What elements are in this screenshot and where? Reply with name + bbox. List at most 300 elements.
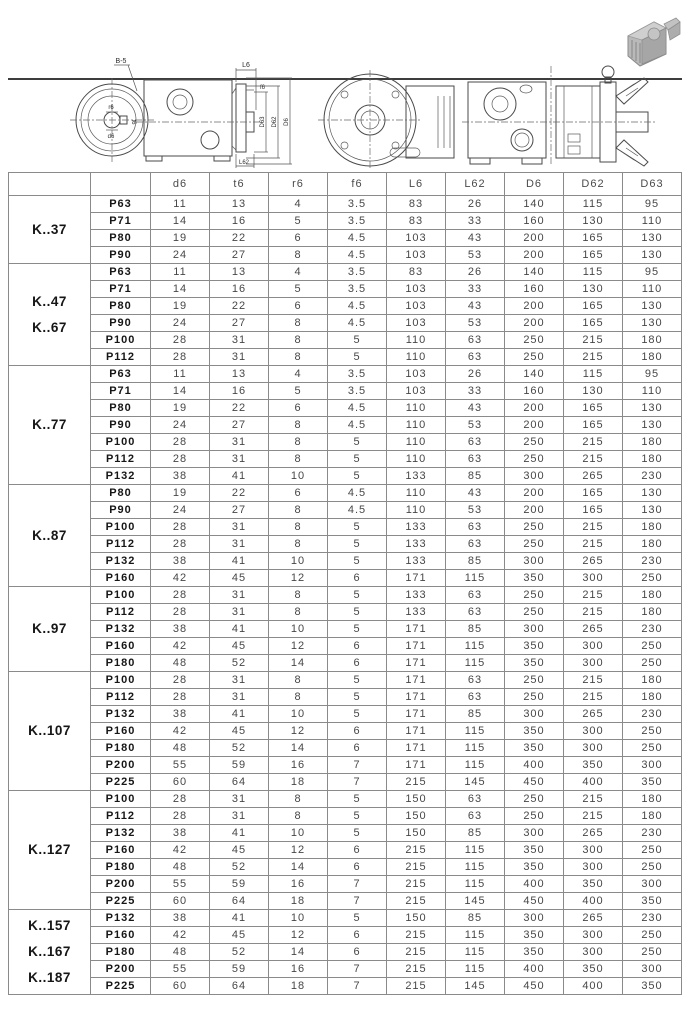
dimension-value-cell: 300 (564, 944, 623, 961)
dimension-value-cell: 250 (623, 842, 682, 859)
dimension-value-cell: 5 (269, 383, 328, 400)
dimension-value-cell: 5 (328, 672, 387, 689)
dimension-value-cell: 3.5 (328, 281, 387, 298)
dimension-value-cell: 6 (328, 570, 387, 587)
dimension-value-cell: 230 (623, 468, 682, 485)
dimension-value-cell: 63 (446, 672, 505, 689)
dimension-value-cell: 133 (387, 519, 446, 536)
dimension-value-cell: 8 (269, 247, 328, 264)
dimension-value-cell: 5 (328, 451, 387, 468)
dimension-value-cell: 300 (564, 655, 623, 672)
dimension-value-cell: 4.5 (328, 417, 387, 434)
dimension-value-cell: 19 (151, 298, 210, 315)
dimension-value-cell: 171 (387, 706, 446, 723)
table-row (9, 400, 682, 417)
dimension-value-cell: 165 (564, 230, 623, 247)
dimension-value-cell: 14 (151, 281, 210, 298)
dimension-value-cell: 180 (623, 519, 682, 536)
flange-callout-label: B-5 (115, 58, 127, 65)
dimension-value-cell: 130 (564, 281, 623, 298)
dimension-value-cell: 130 (623, 502, 682, 519)
dimension-value-cell: 200 (505, 315, 564, 332)
table-row (9, 281, 682, 298)
dimension-value-cell: 180 (623, 808, 682, 825)
dimension-value-cell: 400 (564, 978, 623, 995)
dimension-value-cell: 64 (210, 978, 269, 995)
dimension-value-cell: 171 (387, 689, 446, 706)
dimension-value-cell: 55 (151, 757, 210, 774)
column-header: L6 (387, 173, 446, 196)
dimension-value-cell: 16 (269, 961, 328, 978)
motor-size-cell: P200 (91, 961, 151, 978)
dimension-value-cell: 22 (210, 400, 269, 417)
motor-size-cell: P160 (91, 927, 151, 944)
dimension-value-cell: 103 (387, 366, 446, 383)
dimension-value-cell: 150 (387, 808, 446, 825)
table-row (9, 876, 682, 893)
table-row (9, 230, 682, 247)
dimension-value-cell: 33 (446, 383, 505, 400)
dimension-value-cell: 265 (564, 468, 623, 485)
dimension-value-cell: 215 (387, 774, 446, 791)
table-row (9, 451, 682, 468)
dimension-value-cell: 85 (446, 553, 505, 570)
dimension-value-cell: 10 (269, 621, 328, 638)
dimension-value-cell: 200 (505, 298, 564, 315)
table-row (9, 672, 682, 689)
dimension-value-cell: 165 (564, 247, 623, 264)
dimension-value-cell: 95 (623, 196, 682, 213)
dimension-value-cell: 16 (269, 757, 328, 774)
dimension-value-cell: 63 (446, 808, 505, 825)
dimension-value-cell: 200 (505, 247, 564, 264)
motor-size-cell: P112 (91, 808, 151, 825)
dimension-value-cell: 52 (210, 944, 269, 961)
dimension-value-cell: 115 (446, 757, 505, 774)
series-group-label: K..77 (32, 417, 67, 432)
series-group-cell (9, 196, 91, 264)
motor-size-cell: P180 (91, 740, 151, 757)
dimension-value-cell: 230 (623, 553, 682, 570)
dimension-value-cell: 300 (505, 825, 564, 842)
dimension-value-cell: 110 (623, 213, 682, 230)
series-group-label: K..67 (32, 319, 67, 335)
series-group-label: K..107 (28, 723, 71, 738)
dimension-value-cell: 6 (328, 740, 387, 757)
dimension-value-cell: 8 (269, 791, 328, 808)
table-row (9, 723, 682, 740)
dimension-value-cell: 160 (505, 213, 564, 230)
dimension-value-cell: 6 (269, 298, 328, 315)
dimension-value-cell: 83 (387, 213, 446, 230)
table-row (9, 264, 682, 281)
dimension-value-cell: 5 (269, 213, 328, 230)
series-group-label: K..127 (28, 842, 71, 857)
dimension-value-cell: 19 (151, 230, 210, 247)
dimension-value-cell: 300 (564, 723, 623, 740)
motor-size-cell: P132 (91, 910, 151, 927)
dimension-value-cell: 8 (269, 808, 328, 825)
dimension-value-cell: 300 (505, 621, 564, 638)
dimension-value-cell: 130 (623, 247, 682, 264)
dim-label-t6: t6 (130, 119, 136, 125)
dimension-value-cell: 350 (505, 859, 564, 876)
dimension-value-cell: 180 (623, 536, 682, 553)
dimension-value-cell: 3.5 (328, 196, 387, 213)
motor-size-cell: P132 (91, 621, 151, 638)
dimension-value-cell: 265 (564, 910, 623, 927)
dimension-table (8, 172, 682, 995)
dimension-value-cell: 41 (210, 910, 269, 927)
dimension-value-cell: 350 (623, 978, 682, 995)
dimension-value-cell: 215 (564, 536, 623, 553)
dimension-value-cell: 4 (269, 264, 328, 281)
dimension-value-cell: 230 (623, 621, 682, 638)
dimension-value-cell: 5 (328, 706, 387, 723)
dimension-value-cell: 45 (210, 842, 269, 859)
dimension-value-cell: 42 (151, 927, 210, 944)
dimension-value-cell: 31 (210, 672, 269, 689)
dimension-value-cell: 16 (269, 876, 328, 893)
dimension-value-cell: 250 (505, 672, 564, 689)
dimension-value-cell: 14 (151, 213, 210, 230)
dimension-value-cell: 8 (269, 604, 328, 621)
dimension-value-cell: 26 (446, 264, 505, 281)
dimension-value-cell: 300 (623, 757, 682, 774)
dimension-value-cell: 83 (387, 264, 446, 281)
dimension-value-cell: 171 (387, 757, 446, 774)
dimension-value-cell: 115 (446, 570, 505, 587)
dimension-value-cell: 115 (446, 740, 505, 757)
dimension-value-cell: 230 (623, 706, 682, 723)
dimension-value-cell: 63 (446, 536, 505, 553)
dimension-value-cell: 3.5 (328, 366, 387, 383)
dimension-value-cell: 59 (210, 961, 269, 978)
dimension-value-cell: 171 (387, 655, 446, 672)
motor-size-cell: P80 (91, 230, 151, 247)
table-row (9, 519, 682, 536)
dimension-value-cell: 31 (210, 519, 269, 536)
dimension-value-cell: 215 (564, 519, 623, 536)
dimension-value-cell: 165 (564, 485, 623, 502)
dimension-value-cell: 24 (151, 315, 210, 332)
table-row (9, 808, 682, 825)
dimension-value-cell: 130 (564, 213, 623, 230)
dimension-value-cell: 5 (328, 910, 387, 927)
dimension-value-cell: 12 (269, 723, 328, 740)
dimension-value-cell: 5 (328, 553, 387, 570)
dimension-value-cell: 110 (387, 451, 446, 468)
motor-size-cell: P63 (91, 196, 151, 213)
dimension-value-cell: 133 (387, 587, 446, 604)
table-row (9, 774, 682, 791)
dimension-value-cell: 27 (210, 247, 269, 264)
dimension-value-cell: 63 (446, 791, 505, 808)
dimension-value-cell: 103 (387, 383, 446, 400)
column-header: D6 (505, 173, 564, 196)
dimension-value-cell: 28 (151, 519, 210, 536)
dimension-value-cell: 7 (328, 876, 387, 893)
dimension-value-cell: 3.5 (328, 213, 387, 230)
dimension-value-cell: 45 (210, 723, 269, 740)
dimension-value-cell: 215 (564, 349, 623, 366)
series-group-cell (9, 587, 91, 672)
dimension-value-cell: 28 (151, 349, 210, 366)
motor-size-cell: P112 (91, 604, 151, 621)
dimension-value-cell: 28 (151, 672, 210, 689)
motor-size-cell: P180 (91, 944, 151, 961)
motor-size-cell: P71 (91, 281, 151, 298)
dimension-value-cell: 85 (446, 825, 505, 842)
dimension-value-cell: 4.5 (328, 230, 387, 247)
dimension-value-cell: 250 (505, 451, 564, 468)
dimension-value-cell: 7 (328, 961, 387, 978)
table-row (9, 621, 682, 638)
dimension-value-cell: 110 (623, 281, 682, 298)
dimension-value-cell: 130 (564, 383, 623, 400)
series-group-cell (9, 672, 91, 791)
dimension-value-cell: 11 (151, 366, 210, 383)
table-row (9, 825, 682, 842)
dimension-value-cell: 400 (564, 893, 623, 910)
dimension-value-cell: 18 (269, 893, 328, 910)
dimension-value-cell: 215 (387, 842, 446, 859)
dimension-value-cell: 5 (328, 349, 387, 366)
dimension-value-cell: 250 (623, 944, 682, 961)
dimension-value-cell: 7 (328, 774, 387, 791)
dimension-value-cell: 12 (269, 927, 328, 944)
dimension-value-cell: 160 (505, 383, 564, 400)
motor-size-cell: P132 (91, 553, 151, 570)
dimension-value-cell: 14 (269, 859, 328, 876)
dimension-value-cell: 165 (564, 315, 623, 332)
series-group-label: K..167 (28, 944, 71, 959)
dimension-value-cell: 215 (387, 927, 446, 944)
dimension-value-cell: 42 (151, 723, 210, 740)
dimension-value-cell: 130 (623, 230, 682, 247)
dimension-value-cell: 13 (210, 196, 269, 213)
dimension-value-cell: 43 (446, 400, 505, 417)
dimension-value-cell: 171 (387, 570, 446, 587)
dimension-value-cell: 95 (623, 264, 682, 281)
dimension-value-cell: 215 (564, 604, 623, 621)
dimension-value-cell: 180 (623, 349, 682, 366)
dimension-value-cell: 85 (446, 621, 505, 638)
dimension-value-cell: 350 (564, 757, 623, 774)
dimension-value-cell: 4 (269, 366, 328, 383)
table-row (9, 927, 682, 944)
dimension-value-cell: 103 (387, 298, 446, 315)
dimension-value-cell: 22 (210, 485, 269, 502)
dimension-value-cell: 110 (387, 417, 446, 434)
dimension-value-cell: 12 (269, 842, 328, 859)
dimension-value-cell: 215 (387, 893, 446, 910)
dimension-value-cell: 7 (328, 893, 387, 910)
dimension-value-cell: 55 (151, 961, 210, 978)
motor-size-cell: P90 (91, 502, 151, 519)
motor-size-cell: P225 (91, 978, 151, 995)
dimension-value-cell: 18 (269, 774, 328, 791)
table-row (9, 570, 682, 587)
dimension-value-cell: 250 (505, 587, 564, 604)
motor-size-cell: P112 (91, 536, 151, 553)
column-header (9, 173, 91, 196)
dimension-value-cell: 52 (210, 655, 269, 672)
dimension-value-cell: 38 (151, 910, 210, 927)
dimension-value-cell: 12 (269, 638, 328, 655)
table-row (9, 485, 682, 502)
dimension-value-cell: 28 (151, 536, 210, 553)
dimension-value-cell: 350 (623, 893, 682, 910)
dimension-value-cell: 55 (151, 876, 210, 893)
dimension-value-cell: 110 (387, 332, 446, 349)
dimension-value-cell: 230 (623, 910, 682, 927)
dimension-value-cell: 8 (269, 672, 328, 689)
dimension-value-cell: 4.5 (328, 247, 387, 264)
dimension-value-cell: 145 (446, 978, 505, 995)
column-header: t6 (210, 173, 269, 196)
dimension-value-cell: 265 (564, 706, 623, 723)
dimension-value-cell: 8 (269, 349, 328, 366)
dimension-value-cell: 180 (623, 672, 682, 689)
dimension-value-cell: 28 (151, 808, 210, 825)
motor-size-cell: P112 (91, 349, 151, 366)
table-row (9, 247, 682, 264)
table-row (9, 434, 682, 451)
dimension-value-cell: 450 (505, 978, 564, 995)
dimension-value-cell: 133 (387, 468, 446, 485)
dimension-value-cell: 400 (505, 961, 564, 978)
dimension-value-cell: 110 (387, 434, 446, 451)
front-flange-view-drawing (318, 70, 454, 168)
motor-size-cell: P90 (91, 417, 151, 434)
motor-size-cell: P63 (91, 366, 151, 383)
dimension-value-cell: 22 (210, 230, 269, 247)
column-header: L62 (446, 173, 505, 196)
series-group-label: K..187 (28, 970, 71, 985)
dimension-value-cell: 115 (564, 366, 623, 383)
dimension-value-cell: 215 (564, 791, 623, 808)
dimension-value-cell: 103 (387, 315, 446, 332)
dimension-value-cell: 350 (623, 774, 682, 791)
dimension-value-cell: 450 (505, 774, 564, 791)
dimension-value-cell: 350 (505, 723, 564, 740)
dimension-value-cell: 145 (446, 893, 505, 910)
dimension-value-cell: 133 (387, 553, 446, 570)
dimension-value-cell: 103 (387, 281, 446, 298)
dimension-value-cell: 85 (446, 910, 505, 927)
table-row (9, 842, 682, 859)
motor-size-cell: P80 (91, 400, 151, 417)
dimension-value-cell: 215 (564, 672, 623, 689)
dimension-value-cell: 10 (269, 468, 328, 485)
table-row (9, 468, 682, 485)
dimension-value-cell: 350 (505, 927, 564, 944)
dimension-value-cell: 115 (446, 638, 505, 655)
column-header (91, 173, 151, 196)
dimension-value-cell: 52 (210, 740, 269, 757)
dimension-value-cell: 350 (505, 944, 564, 961)
dimension-value-cell: 110 (623, 383, 682, 400)
dimension-value-cell: 300 (505, 910, 564, 927)
dimension-value-cell: 13 (210, 264, 269, 281)
dimension-value-cell: 4.5 (328, 315, 387, 332)
dimension-value-cell: 63 (446, 604, 505, 621)
dimension-value-cell: 180 (623, 434, 682, 451)
dimension-value-cell: 31 (210, 434, 269, 451)
dimension-value-cell: 133 (387, 536, 446, 553)
dimension-value-cell: 171 (387, 723, 446, 740)
dimension-value-cell: 26 (446, 196, 505, 213)
dimension-value-cell: 4.5 (328, 400, 387, 417)
dimension-value-cell: 165 (564, 417, 623, 434)
dimension-value-cell: 5 (269, 281, 328, 298)
dimension-value-cell: 31 (210, 451, 269, 468)
dimension-value-cell: 45 (210, 638, 269, 655)
motor-size-cell: P100 (91, 434, 151, 451)
dimension-value-cell: 38 (151, 468, 210, 485)
dimension-value-cell: 5 (328, 689, 387, 706)
dimension-value-cell: 6 (328, 723, 387, 740)
table-row (9, 757, 682, 774)
dimension-value-cell: 8 (269, 689, 328, 706)
table-body (9, 196, 682, 995)
dimension-value-cell: 300 (564, 570, 623, 587)
dim-label-d6: d6 (107, 134, 115, 140)
dimension-value-cell: 350 (564, 876, 623, 893)
dimension-value-cell: 150 (387, 825, 446, 842)
dimension-value-cell: 250 (505, 332, 564, 349)
dimension-value-cell: 59 (210, 876, 269, 893)
dimension-value-cell: 6 (269, 485, 328, 502)
dimension-value-cell: 115 (446, 944, 505, 961)
table-row (9, 859, 682, 876)
dimension-value-cell: 200 (505, 417, 564, 434)
dimension-value-cell: 42 (151, 842, 210, 859)
dimension-value-cell: 33 (446, 281, 505, 298)
column-header: r6 (269, 173, 328, 196)
dimension-value-cell: 41 (210, 706, 269, 723)
dimension-value-cell: 200 (505, 485, 564, 502)
dimension-value-cell: 41 (210, 468, 269, 485)
dimension-value-cell: 48 (151, 944, 210, 961)
dimension-value-cell: 350 (505, 638, 564, 655)
table-row (9, 689, 682, 706)
series-group-cell (9, 910, 91, 995)
motor-size-cell: P200 (91, 876, 151, 893)
dimension-value-cell: 60 (151, 893, 210, 910)
table-row (9, 893, 682, 910)
dimension-value-cell: 28 (151, 791, 210, 808)
dimension-value-cell: 8 (269, 417, 328, 434)
dimension-value-cell: 180 (623, 332, 682, 349)
dimension-value-cell: 6 (269, 400, 328, 417)
dimension-value-cell: 115 (446, 842, 505, 859)
dimension-value-cell: 130 (623, 315, 682, 332)
dimension-value-cell: 31 (210, 536, 269, 553)
dimension-value-cell: 265 (564, 825, 623, 842)
motor-size-cell: P160 (91, 842, 151, 859)
dimension-value-cell: 38 (151, 825, 210, 842)
dimension-value-cell: 145 (446, 774, 505, 791)
motor-size-cell: P80 (91, 485, 151, 502)
dimension-value-cell: 300 (623, 876, 682, 893)
dimension-value-cell: 300 (564, 638, 623, 655)
dimension-value-cell: 250 (505, 349, 564, 366)
dimension-value-cell: 48 (151, 655, 210, 672)
dimension-value-cell: 140 (505, 196, 564, 213)
motor-size-cell: P100 (91, 519, 151, 536)
